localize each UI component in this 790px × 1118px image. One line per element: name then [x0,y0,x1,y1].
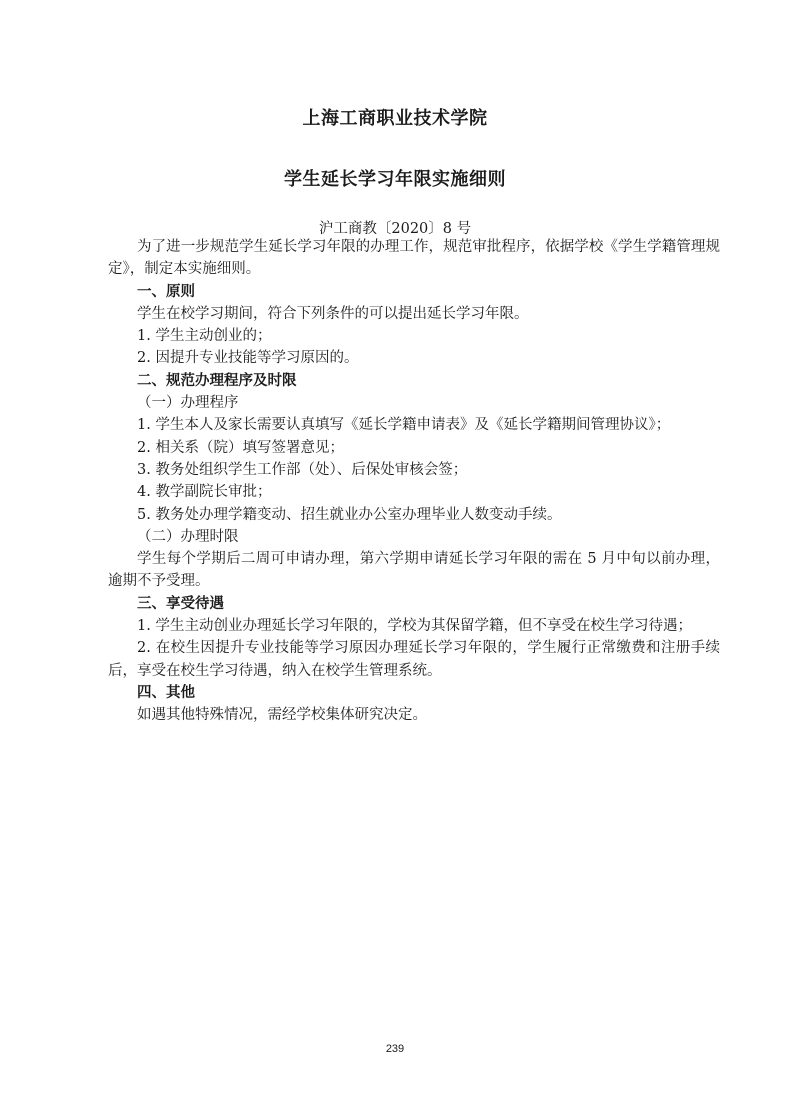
benefits-item: 1. 学生主动创业办理延长学习年限的，学校为其保留学籍，但不享受在校生学习待遇； [137,618,692,635]
procedure-step: 5. 教务处办理学籍变动、招生就业办公室办理毕业人数变动手续。 [137,506,562,523]
benefits-item: 2. 在校生因提升专业技能等学习原因办理延长学习年限的，学生履行正常缴费和注册手续后，享受在校生学习待遇，纳入在校学生管理系统。 [108,640,720,679]
other-paragraph: 如遇其他特殊情况，需经学校集体研究决定。 [137,707,427,724]
procedure-step: 2. 相关系（院）填写签署意见； [137,439,344,456]
procedure-step: 4. 教学副院长审批； [137,484,272,501]
procedure-step: 1. 学生本人及家长需要认真填写《延长学籍申请表》及《延长学籍期间管理协议》； [137,417,671,434]
principles-line: 2. 因提升专业技能等学习原因的。 [137,350,359,367]
section-heading-procedure: 二、规范办理程序及时限 [137,372,297,389]
document-body [108,236,720,727]
section-heading-benefits: 三、享受待遇 [137,595,224,612]
principles-line: 学生在校学习期间，符合下列条件的可以提出延长学习年限。 [137,305,529,322]
institution-title: 上海工商职业技术学院 [302,108,488,129]
document-number: 沪工商教〔2020〕8 号 [318,221,472,237]
section-heading-other: 四、其他 [137,684,195,701]
procedure-step: 3. 教务处组织学生工作部（处）、后保处审核会签； [137,461,468,478]
intro-paragraph: 为了进一步规范学生延长学习年限的办理工作，规范审批程序，依据学校《学生学籍管理规定》，制定本实施细则。 [108,239,720,278]
section-heading-principles: 一、原则 [137,283,195,300]
timing-paragraph: 学生每个学期后二周可申请办理，第六学期申请延长学习年限的需在 5 月中旬以前办理，逾期不予受理。 [108,551,720,590]
subheading-procedure: （一）办理程序 [137,395,239,412]
page-number: 239 [385,1043,405,1055]
document-title: 学生延长学习年限实施细则 [284,169,506,190]
subheading-timing: （二）办理时限 [137,528,239,545]
principles-line: 1. 学生主动创业的； [137,328,272,345]
